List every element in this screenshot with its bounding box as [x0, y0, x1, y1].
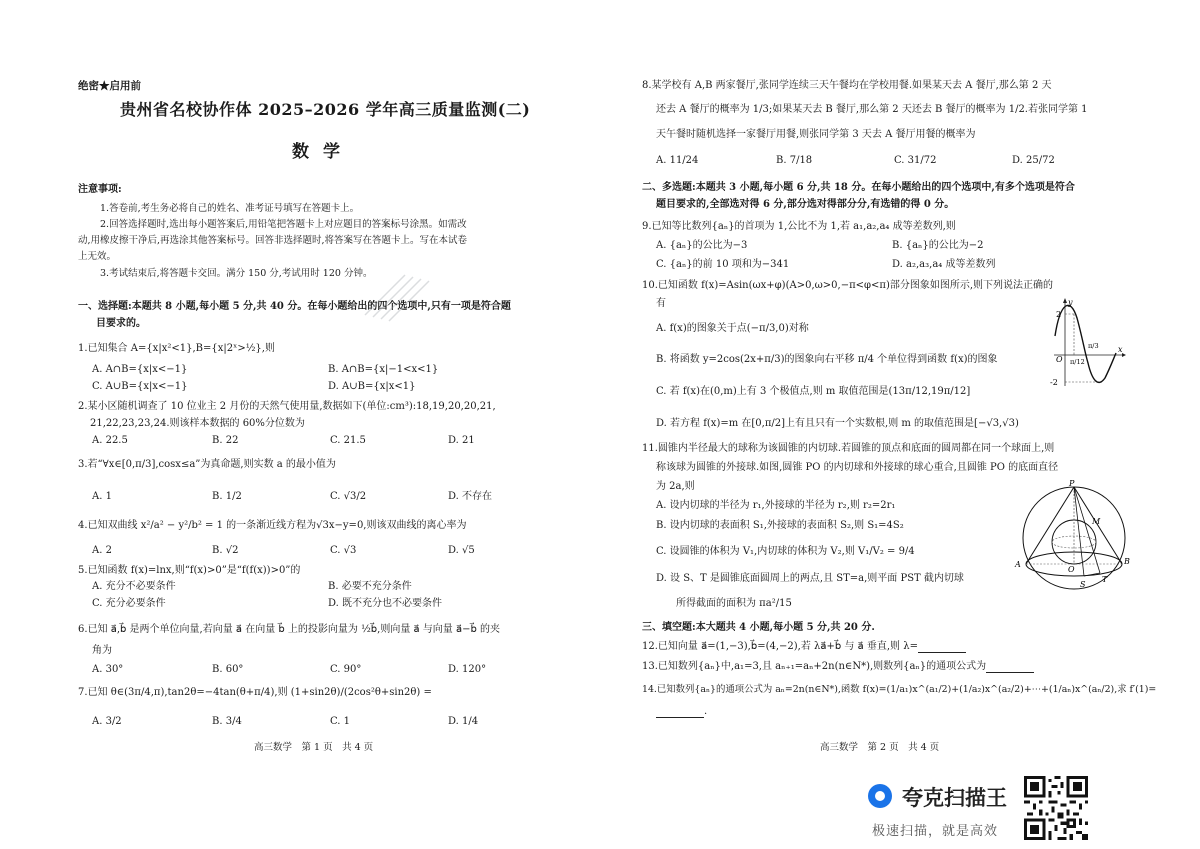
point-o-label: O: [1068, 565, 1075, 574]
graph-y-label: y: [1068, 298, 1073, 307]
q11-cone-sphere-figure: [1012, 478, 1130, 596]
q11-option-a: A. 设内切球的半径为 r₁,外接球的半径为 r₂,则 r₂=2r₁: [656, 500, 896, 511]
q8-option-b: B. 7/18: [776, 155, 813, 166]
note-1: 1.答卷前,考生务必将自己的姓名、准考证号填写在答题卡上。: [100, 203, 360, 214]
section-3-heading: 三、填空题:本大题共 4 小题,每小题 5 分,共 20 分.: [642, 622, 875, 633]
question-5: 5.已知函数 f(x)=lnx,则“f(x)>0”是“f(f(x))>0”的: [78, 565, 301, 576]
q10-option-d: D. 若方程 f(x)=m 在[0,π/2]上有且只有一个实数根,则 m 的取值范围是[−√3,√3): [656, 418, 1019, 429]
question-1: 1.已知集合 A={x|x²<1},B={x|2ˣ>½},则: [78, 343, 275, 354]
notes-heading: 注意事项:: [78, 184, 122, 195]
q7-option-a: A. 3/2: [92, 716, 122, 727]
q3-option-a: A. 1: [92, 491, 112, 502]
q6-option-c: C. 90°: [330, 664, 362, 675]
watermark-stripes: [355, 255, 435, 325]
q11-option-d1: D. 设 S、T 是圆锥底面圆周上的两点,且 ST=a,则平面 PST 截内切球: [656, 573, 964, 584]
section-1-heading: 一、选择题:本题共 8 小题,每小题 5 分,共 40 分。在每小题给出的四个选项中,只有一项是符合题: [78, 301, 511, 312]
qr-code-icon: [1024, 776, 1088, 840]
point-m-label: M: [1092, 517, 1101, 526]
question-12-text: 12.已知向量 a⃗=(1,−3),b⃗=(4,−2),若 λa⃗+b⃗ 与 a⃗ 垂直,则 λ=: [642, 641, 918, 652]
note-2c: 上无效。: [78, 251, 117, 262]
point-p-label: P: [1069, 479, 1075, 488]
question-3: 3.若“∀x∈[0,π/3],cosx≤a”为真命题,则实数 a 的最小值为: [78, 459, 336, 470]
q7-option-d: D. 1/4: [448, 716, 479, 727]
question-6a: 6.已知 a⃗,b⃗ 是两个单位向量,若向量 a⃗ 在向量 b⃗ 上的投影向量为 ½b⃗,则向量 a⃗ 与向量 a⃗−b⃗ 的夹: [78, 624, 501, 635]
q10-sine-graph: [1050, 298, 1126, 390]
q8-option-d: D. 25/72: [1012, 155, 1055, 166]
graph-origin-label: O: [1056, 355, 1063, 364]
q4-option-c: C. √3: [330, 545, 357, 556]
question-8b: 还去 A 餐厅的概率为 1/3;如果某天去 B 餐厅,那么第 2 天还去 B 餐厅的概率为 1/2.若张同学第 1: [656, 104, 1088, 115]
q3-option-d: D. 不存在: [448, 491, 493, 502]
q1-option-d: D. A∪B={x|x<1}: [328, 381, 416, 392]
q14-answer-line[interactable]: .: [656, 706, 707, 718]
q9-option-c: C. {aₙ}的前 10 项和为−341: [656, 259, 790, 270]
q11-option-c: C. 设圆锥的体积为 V₁,内切球的体积为 V₂,则 V₁/V₂ = 9/4: [656, 546, 915, 557]
q14-answer-blank[interactable]: [656, 707, 704, 718]
question-4: 4.已知双曲线 x²/a² − y²/b² = 1 的一条渐近线方程为√3x−y=0,则该双曲线的离心率为: [78, 520, 467, 531]
q6-option-d: D. 120°: [448, 664, 487, 675]
question-8a: 8.某学校有 A,B 两家餐厅,张同学连续三天午餐均在学校用餐.如果某天去 A 餐厅,那么第 2 天: [642, 80, 1052, 91]
point-a-label: A: [1015, 560, 1021, 569]
q13-answer-blank[interactable]: [986, 662, 1034, 673]
question-11b: 称该球为圆锥的外接球.如图,圆锥 PO 的内切球和外接球的球心重合,且圆锥 PO 的底面直径: [656, 462, 1059, 473]
q2-option-c: C. 21.5: [330, 435, 366, 446]
point-s-label: S: [1080, 580, 1086, 589]
q7-option-c: C. 1: [330, 716, 351, 727]
q4-option-d: D. √5: [448, 545, 475, 556]
graph-y-bottom-label: -2: [1050, 378, 1058, 387]
q10-option-c: C. 若 f(x)在(0,m)上有 3 个极值点,则 m 取值范围是(13π/12,19π/12]: [656, 386, 971, 397]
q1-option-c: C. A∪B={x|x<−1}: [92, 381, 188, 392]
question-10b: 有: [656, 298, 666, 309]
q8-option-a: A. 11/24: [656, 155, 699, 166]
q4-option-a: A. 2: [92, 545, 112, 556]
right-footer: 高三数学 第 2 页 共 4 页: [820, 742, 940, 753]
q5-option-b: B. 必要不充分条件: [328, 581, 412, 592]
graph-x-arrow: [1122, 353, 1126, 357]
q10-option-a: A. f(x)的图象关于点(−π/3,0)对称: [656, 323, 809, 334]
graph-tick-pi12: π/12: [1070, 358, 1085, 366]
q12-answer-blank[interactable]: [918, 642, 966, 653]
question-7: 7.已知 θ∈(3π/4,π),tan2θ=−4tan(θ+π/4),则 (1+sin2θ)/(2cos²θ+sin2θ) =: [78, 687, 432, 698]
brand-slogan: 极速扫描，就是高效: [872, 824, 999, 839]
q2-option-d: D. 21: [448, 435, 475, 446]
point-t-label: T: [1102, 575, 1108, 584]
question-13-text: 13.已知数列{aₙ}中,a₁=3,且 aₙ₊₁=aₙ+2n(n∈N*),则数列{aₙ}的通项公式为: [642, 661, 987, 672]
q3-option-b: B. 1/2: [212, 491, 242, 502]
quark-logo-icon: [868, 784, 892, 808]
q7-option-b: B. 3/4: [212, 716, 242, 727]
q8-option-c: C. 31/72: [894, 155, 937, 166]
q1-option-b: B. A∩B={x|−1<x<1}: [328, 364, 439, 375]
q2-option-a: A. 22.5: [92, 435, 128, 446]
section-2-heading-cont: 题目要求的,全部选对得 6 分,部分选对得部分分,有选错的得 0 分。: [656, 199, 955, 210]
q1-option-a: A. A∩B={x|x<−1}: [92, 364, 188, 375]
q9-option-b: B. {aₙ}的公比为−2: [892, 240, 984, 251]
subject-title: 数学: [292, 142, 354, 162]
secret-label: 绝密★启用前: [78, 80, 141, 92]
left-footer: 高三数学 第 1 页 共 4 页: [254, 742, 374, 753]
question-6b: 角为: [92, 645, 112, 656]
note-2b: 动,用橡皮擦干净后,再选涂其他答案标号。回答非选择题时,将答案写在答题卡上。写在本试卷: [78, 235, 468, 246]
note-2a: 2.回答选择题时,选出每小题答案后,用铅笔把答题卡上对应题目的答案标号涂黑。如需改: [100, 219, 467, 230]
q10-option-b: B. 将函数 y=2cos(2x+π/3)的图象向右平移 π/4 个单位得到函数 f(x)的图象: [656, 354, 998, 365]
question-14: 14.已知数列{aₙ}的通项公式为 aₙ=2n(n∈N*),函数 f(x)=(1/a₁)x^(a₁/2)+(1/a₂)x^(a₂/2)+⋯+(1/aₙ)x^(aₙ/2),求 f′(1)=: [642, 684, 1157, 695]
question-12: [642, 641, 966, 653]
q9-option-d: D. a₂,a₃,a₄ 成等差数列: [892, 259, 996, 270]
q6-option-a: A. 30°: [92, 664, 124, 675]
q5-option-a: A. 充分不必要条件: [92, 581, 176, 592]
q5-option-c: C. 充分必要条件: [92, 598, 166, 609]
question-9: 9.已知等比数列{aₙ}的首项为 1,公比不为 1,若 a₁,a₂,a₄ 成等差数列,则: [642, 221, 956, 232]
graph-tick-pi3: π/3: [1088, 342, 1099, 350]
note-3: 3.考试结束后,将答题卡交回。满分 150 分,考试用时 120 分钟。: [100, 268, 373, 279]
q4-option-b: B. √2: [212, 545, 239, 556]
question-11a: 11.圆锥内半径最大的球称为该圆锥的内切球.若圆锥的顶点和底面的圆周都在同一个球面上,则: [642, 443, 1055, 454]
question-13: [642, 661, 1034, 673]
q2-option-b: B. 22: [212, 435, 239, 446]
graph-y-arrow: [1063, 298, 1067, 303]
question-10a: 10.已知函数 f(x)=Asin(ωx+φ)(A>0,ω>0,−π<φ<π)部分图象如图所示,则下列说法正确的: [642, 280, 1054, 291]
q9-option-a: A. {aₙ}的公比为−3: [656, 240, 748, 251]
q11-option-d2: 所得截面的面积为 πa²/15: [676, 598, 792, 609]
point-b-label: B: [1124, 557, 1130, 566]
question-11c: 为 2a,则: [656, 481, 695, 492]
q3-option-c: C. √3/2: [330, 491, 367, 502]
exam-title: 贵州省名校协作体 2025–2026 学年高三质量监测(二): [120, 100, 531, 119]
question-2a: 2.某小区随机调查了 10 位业主 2 月份的天然气使用量,数据如下(单位:cm³):18,19,20,20,21,: [78, 401, 496, 412]
q11-option-b: B. 设内切球的表面积 S₁,外接球的表面积 S₂,则 S₁=4S₂: [656, 520, 904, 531]
graph-y-top-label: 2: [1056, 310, 1062, 319]
q5-option-d: D. 既不充分也不必要条件: [328, 598, 443, 609]
graph-x-label: x: [1118, 345, 1123, 354]
question-8c: 天午餐时随机选择一家餐厅用餐,则张同学第 3 天去 A 餐厅用餐的概率为: [656, 129, 976, 140]
question-2b: 21,22,23,23,24.则该样本数据的 60%分位数为: [90, 418, 305, 429]
section-2-heading: 二、多选题:本题共 3 小题,每小题 6 分,共 18 分。在每小题给出的四个选项中,有多个选项是符合: [642, 182, 1075, 193]
brand-name: 夸克扫描王: [902, 786, 1007, 810]
section-1-heading-cont: 目要求的。: [96, 318, 146, 329]
q6-option-b: B. 60°: [212, 664, 244, 675]
graph-sine-curve: [1055, 305, 1116, 382]
